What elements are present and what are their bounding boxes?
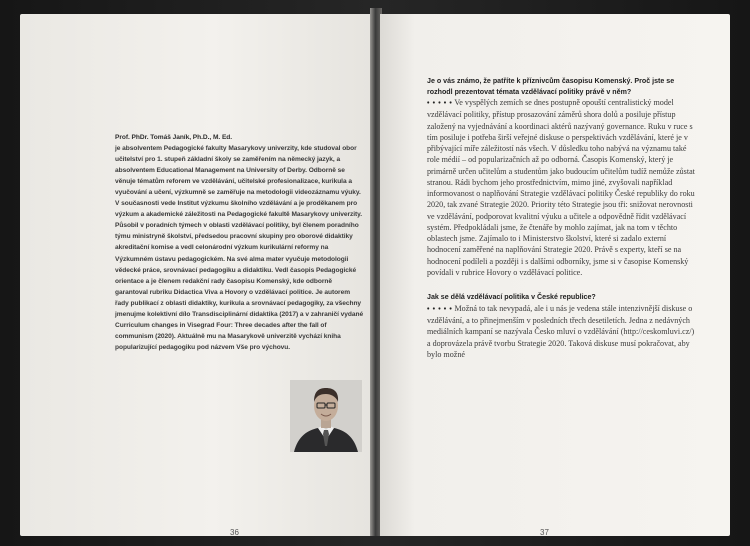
question-1: Je o vás známo, že patříte k příznivcům časopisu Komenský. Proč jste se rozhodl prezentovat témata vzdělávací politiky právě v něm? [427,77,675,96]
answer-1-marker: • • • • • [427,100,453,108]
portrait-image [290,380,362,452]
page-number-right: 37 [540,528,549,536]
author-portrait [290,380,362,452]
answer-1-text: Ve vyspělých zemích se dnes postupně opouští centralistický model vzdělávací politiky, přístup prosazování záměrů shora dolů a posiluje přístup založený na vyjednávání a koordinaci aktérů nazývaný governance. Ruku v ruce s tím posiluje i potřeba širší veřejné diskuse o perspektivách vzdělávání, které je v přibývající míře záležitostí nás všech. V důsledku toho nabývá na významu také role médií – od popularizačních až po odborná. Časopis Komenský, který je primárně určen učitelům a studentům jako budoucím učitelům tudíž nemůže zůstat stranou. Rádi bychom jeho prostřednictvím, mimo jiné, zvyšovali například informovanost o naplňování Strategie vzdělávací politiky České republiky do roku 2020, tak zvané Strategie 2020. Priority této Strategie jsou tři: snižovat nerovnosti ve vzdělávání, podporovat kvalitní výuku a učitele a odpovědně řídit vzdělávací systém. Předpokládali jsme, že čtenáře by mohlo zajímat, jak na tom v těchto oblastech jsme. Zajímalo to i Ministerstvo školství, které si zadalo externí hodnocení zaměřené na naplňování Strategie 2020. Právě s experty, kteří se na hodnocení podíleli a později i s dalšími odborníky, jsme si v časopise Komenský povídali v rubrice Hovory o vzdělávací politice. [427,98,695,277]
answer-2-text: Možná to tak nevypadá, ale i u nás je vedena stále intenzivnější diskuse o vzdělávání, a to přinejmenším v posledních třech desetiletích. Jedna z nedávných mediálních kampaní se nazývala Česko mluví o vzdělávání (http://ceskomluvi.cz/) a doprovázela právě tvorbu Strategie 2020. Taková diskuse musí pokračovat, aby bylo možné [427,303,695,359]
author-name: Prof. PhDr. Tomáš Janík, Ph.D., M. Ed. [115,134,233,141]
author-bio-text: je absolventem Pedagogické fakulty Masarykovy univerzity, kde studoval obor učitelství pro 1. stupeň základní školy se zaměřením na německý jazyk, a absolventem Educational Management na University of Derby. Odborně se věnuje tématům reforem ve vzdělávání, učitelské profesionalizace, kurikula a vyučování a učení, výzkumně se zaměřuje na metodologii videozáznamu výuky. V současnosti vede Institut výzkumu školního vzdělávání a je proděkanem pro výzkum a akademické záležitosti na Pedagogické fakultě Masarykovy univerzity. Působil v poradních týmech v oblasti vzdělávací politiky, byl členem poradního týmu ministryně školství, předsedou pracovní skupiny pro oborové didaktiky akreditační komise a vedl celonárodní výzkum kurikulární reformy na Výzkumném ústavu pedagogickém. Na své alma mater vyučuje metodologii vědecké práce, srovnávací pedagogiku a didaktiku. Vedl časopis Pedagogické orientace a je členem redakční rady časopisu Komenský, kde odborně garantoval rubriku Didactica Viva a Hovory o vzdělávací politice. Je autorem řady publikací z oblasti didaktiky, kurikula a srovnávací pedagogiky, za všechny jmenujme kolektivní dílo Transdisciplinární didaktika (2017) a v zahraničí vydané Curriculum changes in Visegrad Four: Three decades after the fall of communism (2020). Aktuálně mu na Masarykově univerzitě vychází kniha popularizující pedagogiku pod názvem Vše pro výchovu. [115,145,364,351]
answer-2-marker: • • • • • [427,305,453,313]
left-page [20,14,372,536]
author-bio [115,132,365,353]
answer-2 [427,303,695,360]
answer-1 [427,97,695,278]
interview-text [427,76,695,360]
question-2: Jak se dělá vzdělávací politika v České republice? [427,293,596,302]
right-page [380,14,730,536]
page-number-left: 36 [230,528,239,536]
